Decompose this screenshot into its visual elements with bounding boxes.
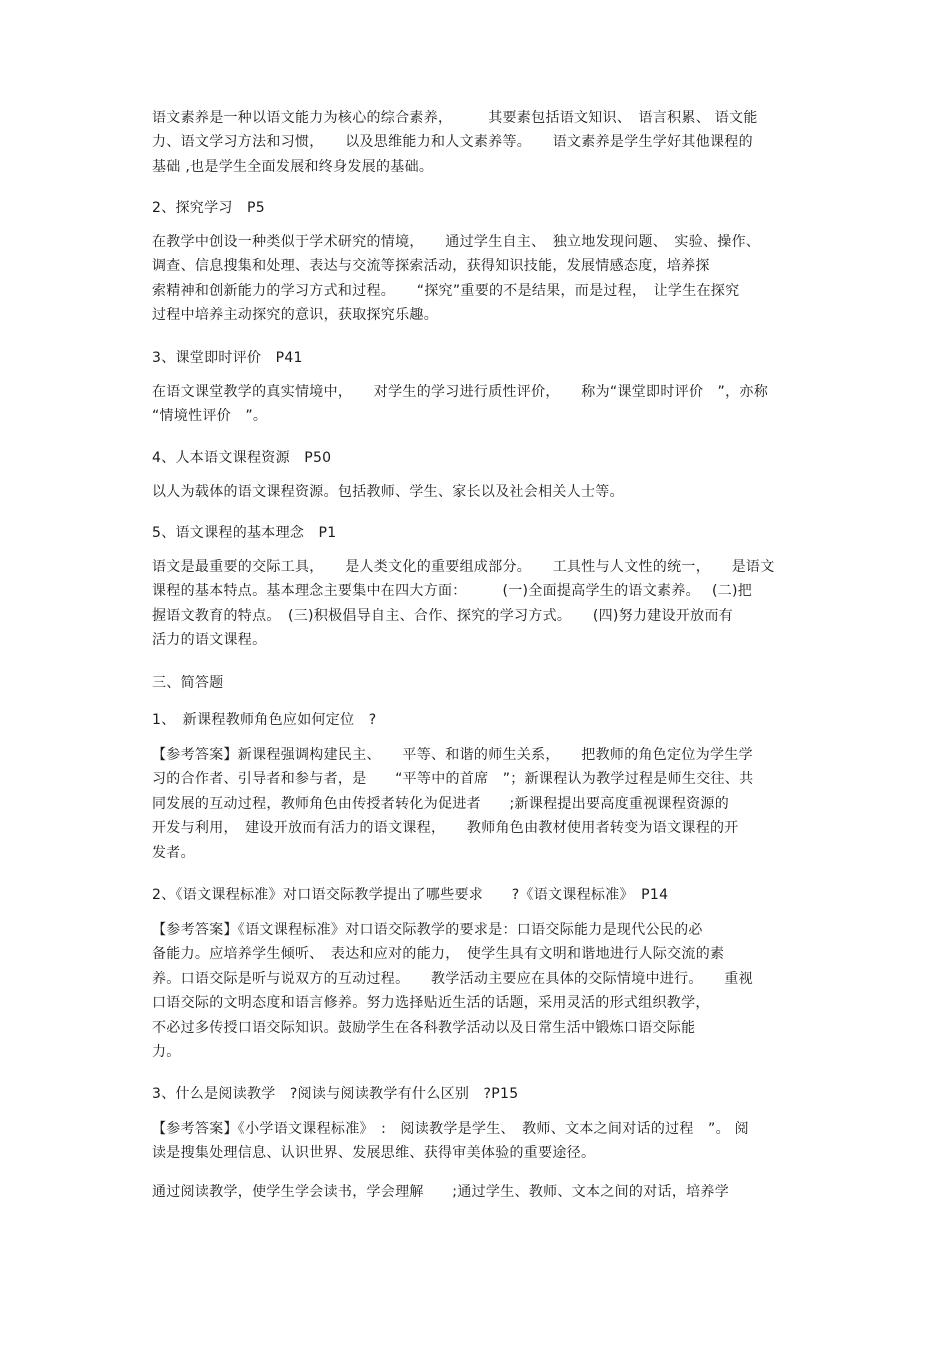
section-heading: 5、语文课程的基本理念 P1 bbox=[152, 525, 337, 541]
paragraph-line: 读是搜集处理信息、认识世界、发展思维、获得审美体验的重要途径。 bbox=[152, 1145, 596, 1162]
paragraph-line: 过程中培养主动探究的意识，获取探究乐趣。 bbox=[152, 307, 438, 324]
paragraph-line: 课程的基本特点。基本理念主要集中在四大方面： (一)全面提高学生的语文素养。 (二)把 bbox=[152, 583, 753, 600]
paragraph-line: 不必过多传授口语交际知识。鼓励学生在各科教学活动以及日常生活中锻炼口语交际能 bbox=[152, 1019, 696, 1036]
section-heading: 三、简答题 bbox=[152, 675, 224, 691]
paragraph-line: 【参考答案】《语文课程标准》对口语交际教学的要求是：口语交际能力是现代公民的必 bbox=[152, 922, 703, 938]
section-heading: 2、《语文课程标准》对口语交际教学提出了哪些要求 ?《语文课程标准》 P14 bbox=[152, 887, 669, 903]
paragraph-line: 握语文教育的特点。 (三)积极倡导自主、合作、探究的学习方式。 (四)努力建设开放而有 bbox=[152, 607, 734, 624]
section-heading: 3、课堂即时评价 P41 bbox=[152, 350, 303, 366]
paragraph-line: 【参考答案】《小学语文课程标准》 : 阅读教学是学生、 教师、文本之间对话的过程 ”。 阅 bbox=[152, 1121, 749, 1137]
paragraph-line: 【参考答案】新课程强调构建民主、 平等、和谐的师生关系， 把教师的角色定位为学生学 bbox=[152, 747, 753, 763]
paragraph-line: “情境性评价 ”。 bbox=[152, 408, 268, 425]
paragraph-line: 语文素养是一种以语文能力为核心的综合素养， 其要素包括语文知识、 语言积累、 语文能 bbox=[152, 110, 758, 126]
paragraph-line: 索精神和创新能力的学习方式和过程。 “探究”重要的不是结果，而是过程， 让学生在探究 bbox=[152, 282, 740, 299]
paragraph-line: 基础 ,也是学生全面发展和终身发展的基础。 bbox=[152, 158, 434, 175]
paragraph-line: 通过阅读教学，使学生学会读书，学会理解 ;通过学生、教师、文本之间的对话，培养学 bbox=[152, 1184, 730, 1200]
paragraph-line: 语文是最重要的交际工具， 是人类文化的重要组成部分。 工具性与人文性的统一， 是语文 bbox=[152, 559, 775, 575]
paragraph-line: 同发展的互动过程，教师角色由传授者转化为促进者 ;新课程提出要高度重视课程资源的 bbox=[152, 795, 730, 812]
paragraph-line: 备能力。应培养学生倾听、 表达和应对的能力， 使学生具有文明和谐地进行人际交流的素 bbox=[152, 946, 725, 963]
paragraph-line: 在语文课堂教学的真实情境中， 对学生的学习进行质性评价， 称为“课堂即时评价 ”，亦称 bbox=[152, 384, 769, 400]
paragraph-line: 在教学中创设一种类似于学术研究的情境， 通过学生自主、 独立地发现问题、 实验、操作、 bbox=[152, 234, 761, 250]
paragraph-line: 活力的语文课程。 bbox=[152, 632, 267, 649]
section-heading: 2、探究学习 P5 bbox=[152, 200, 265, 216]
paragraph-line: 调查、信息搜集和处理、表达与交流等探索活动，获得知识技能，发展情感态度，培养探 bbox=[152, 258, 710, 275]
paragraph-line: 养。口语交际是听与说双方的互动过程。 教学活动主要应在具体的交际情境中进行。 重视 bbox=[152, 970, 753, 987]
paragraph-line: 开发与利用， 建设开放而有活力的语文课程， 教师角色由教材使用者转变为语文课程的开 bbox=[152, 820, 739, 837]
section-heading: 3、什么是阅读教学 ?阅读与阅读教学有什么区别 ?P15 bbox=[152, 1086, 519, 1102]
paragraph-line: 口语交际的文明态度和语言修养。努力选择贴近生活的话题，采用灵活的形式组织教学， bbox=[152, 995, 710, 1012]
paragraph-line: 力。 bbox=[152, 1044, 181, 1060]
paragraph-line: 习的合作者、引导者和参与者，是 “平等中的首席 ”；新课程认为教学过程是师生交往、共 bbox=[152, 771, 754, 788]
section-heading: 4、人本语文课程资源 P50 bbox=[152, 450, 332, 466]
paragraph-line: 以人为载体的语文课程资源。包括教师、学生、家长以及社会相关人士等。 bbox=[152, 484, 624, 500]
paragraph-line: 力、语文学习方法和习惯， 以及思维能力和人文素养等。 语文素养是学生学好其他课程的 bbox=[152, 134, 753, 151]
section-heading: 1、 新课程教师角色应如何定位 ? bbox=[152, 712, 377, 728]
paragraph-line: 发者。 bbox=[152, 844, 195, 861]
